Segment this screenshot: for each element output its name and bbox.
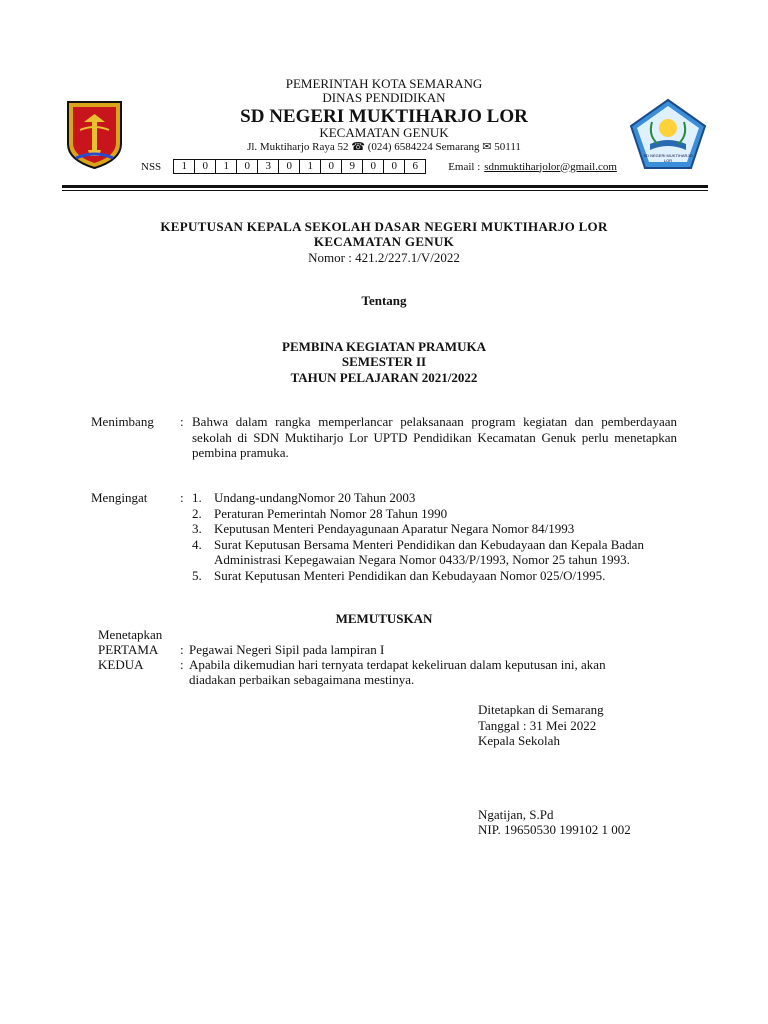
nss-digit: 9 xyxy=(342,160,363,173)
list-text: Undang-undangNomor 20 Tahun 2003 xyxy=(214,490,416,505)
list-item xyxy=(192,521,677,537)
signature-date: Tanggal : 31 Mei 2022 xyxy=(478,718,597,733)
memutuskan-heading: MEMUTUSKAN xyxy=(335,611,433,626)
list-text: Peraturan Pemerintah Nomor 28 Tahun 1990 xyxy=(214,505,448,521)
nss-digit: 1 xyxy=(174,160,195,173)
decree-title: KEPUTUSAN KEPALA SEKOLAH DASAR NEGERI MUKTIHARJO LOR xyxy=(160,219,608,234)
mengingat-label: Mengingat xyxy=(91,490,148,505)
letterhead-rule-thin xyxy=(62,190,708,191)
nss-digit: 1 xyxy=(216,160,237,173)
mengingat-colon: : xyxy=(180,490,184,505)
menimbang-colon: : xyxy=(180,414,184,429)
header-address: Jl. Muktiharjo Raya 52 ☎ (024) 6584224 Semarang ✉ 50111 xyxy=(247,141,521,153)
subject-line-1: PEMBINA KEGIATAN PRAMUKA xyxy=(282,339,486,354)
pertama-text: Pegawai Negeri Sipil pada lampiran I xyxy=(189,642,385,657)
email-label: Email : xyxy=(448,160,481,173)
list-number: 3. xyxy=(192,521,202,536)
subject-line-3: TAHUN PELAJARAN 2021/2022 xyxy=(290,370,478,385)
signatory-nip: NIP. 19650530 199102 1 002 xyxy=(478,822,631,837)
signatory-name: Ngatijan, S.Pd xyxy=(478,807,554,822)
list-number: 1. xyxy=(192,490,202,505)
list-item xyxy=(192,568,677,584)
kedua-text-line1: Apabila dikemudian hari ternyata terdapat kekeliruan dalam keputusan ini, akan xyxy=(189,657,606,672)
nss-digit: 0 xyxy=(321,160,342,173)
signature-place: Ditetapkan di Semarang xyxy=(478,702,604,717)
kedua-text-line2: diadakan perbaikan sebagaimana mestinya. xyxy=(189,672,415,687)
header-district: KECAMATAN GENUK xyxy=(319,125,449,140)
school-logo-caption: SD NEGERI MUKTIHARJO LOR xyxy=(643,153,693,163)
nss-digit: 6 xyxy=(412,160,418,172)
nss-digit: 3 xyxy=(258,160,279,173)
decree-title-district: KECAMATAN GENUK xyxy=(313,234,455,249)
list-text: Keputusan Menteri Pendayagunaan Aparatur Negara Nomor 84/1993 xyxy=(214,521,575,536)
menetapkan-label: Menetapkan xyxy=(98,627,163,642)
header-agency: DINAS PENDIDIKAN xyxy=(322,90,446,105)
kedua-colon: : xyxy=(180,657,184,672)
subject-line-2: SEMESTER II xyxy=(341,354,427,369)
nss-number-boxes xyxy=(173,159,426,174)
menimbang-text: Bahwa dalam rangka memperlancar pelaksanaan program kegiatan dan pemberdayaan sekolah di SDN Muktiharjo Lor UPTD Pendidikan Kecamatan Genuk perlu menetapkan pembina pramuka. xyxy=(192,414,677,460)
nss-digit: 1 xyxy=(300,160,321,173)
header-school-name: SD NEGERI MUKTIHARJO LOR xyxy=(240,106,528,127)
pertama-colon: : xyxy=(180,642,184,657)
list-number: 2. xyxy=(192,505,202,521)
nss-row xyxy=(141,159,617,174)
list-item xyxy=(192,506,677,522)
nss-digit: 0 xyxy=(237,160,258,173)
email-link[interactable]: sdnmuktiharjolor@gmail.com xyxy=(484,160,617,173)
menimbang-label: Menimbang xyxy=(91,414,154,429)
decree-number: Nomor : 421.2/227.1/V/2022 xyxy=(308,250,460,265)
nss-digit: 0 xyxy=(279,160,300,173)
nss-digit: 0 xyxy=(195,160,216,173)
list-number: 5. xyxy=(192,567,202,583)
list-number: 4. xyxy=(192,536,202,552)
header-government: PEMERINTAH KOTA SEMARANG xyxy=(285,76,483,91)
nss-label: NSS xyxy=(141,160,162,173)
mengingat-list xyxy=(192,490,677,583)
signature-role: Kepala Sekolah xyxy=(478,733,560,748)
pertama-label: PERTAMA xyxy=(98,642,159,657)
tentang-heading: Tentang xyxy=(361,293,407,308)
list-text: Surat Keputusan Bersama Menteri Pendidikan dan Kebudayaan dan Kepala Badan Administrasi Kepegawaian Negara Nomor 0433/P/1993, Nomor 25 tahun 1993. xyxy=(214,536,644,567)
letterhead-rule-thick xyxy=(62,185,708,188)
list-text: Surat Keputusan Menteri Pendidikan dan Kebudayaan Nomor 025/O/1995. xyxy=(214,567,606,583)
nss-digit: 0 xyxy=(384,160,405,173)
kedua-label: KEDUA xyxy=(98,657,144,672)
list-item xyxy=(192,537,677,568)
nss-digit: 0 xyxy=(363,160,384,173)
list-item xyxy=(192,490,677,506)
